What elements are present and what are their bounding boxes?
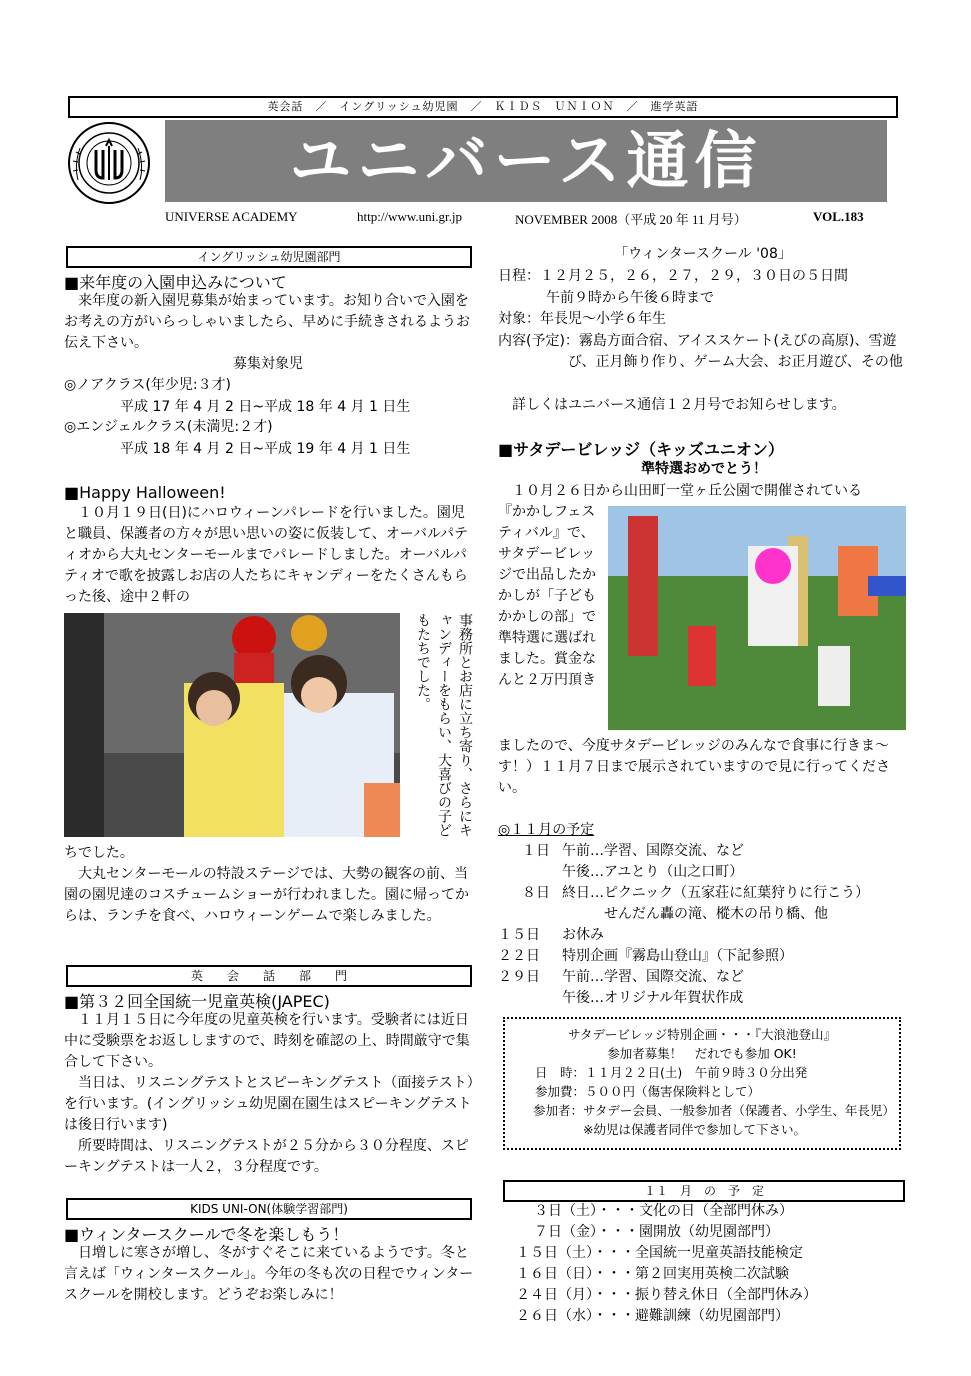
section-label-english-conversation: 英 会 話 部 門 [66,965,472,987]
event-title: サタデービレッジ特別企画・・・『大浪池登山』 [567,1027,836,1042]
nov-plan-list [498,841,910,1009]
plan-row: 午後…オリジナル年賀状作成 [562,990,744,1006]
ws-title: 「ウィンタースクール '08」 [614,246,792,262]
schedule-row: ２６日（水）・・・避難訓練（幼児園部門） [516,1308,789,1324]
event-datetime: 日 時：１１月２２日(土) 午前９時３０分出発 [535,1065,808,1080]
halloween-body-bottom: 大丸センターモールの特設ステージでは、大勢の観客の前、当園の園児達のコスチュームショーが行われました。園に帰ってからは、ランチを食べ、ハロウィーンゲームで楽しみました。 [64,866,470,924]
saturday-village-body: ましたので、今度サタデービレッジのみんなで食事に行きま～す！）１１月７日まで展示されていますので見に行ってください。 [498,738,890,796]
halloween-vertical-text: 事務所とお店に立ち寄り、さらにキャンディーをもらい、大喜びの子どもたちでした。 [415,613,473,837]
halloween-body-top: １０月１９日(日)にハロウィーンパレードを行いました。園児と職員、保護者の方々が思い思いの姿に仮装して、オーバルパティオから大丸センターモールまでパレードしました。オーバルパティオで歌を披露しお店の人たちにキャンディーをたくさんもらった後、途中２軒の [64,505,469,605]
class-angel: ◎エンジェルクラス(未満児:２才) [64,419,273,435]
plan-row: ２２日 特別企画『霧島山登山』（下記参照） [498,948,793,964]
masthead-info [165,209,895,228]
nov-plan-title: ◎１１月の予定 [498,822,595,838]
schedule-row: １５日（土）・・・全国統一児童英語技能検定 [516,1245,803,1261]
saturday-village-sub: 準特選おめでとう！ [641,461,767,477]
issue-date: NOVEMBER 2008（平成 20 年 11 月号） [515,212,747,227]
class-noah: ◎ノアクラス(年少児:３才) [64,377,232,393]
schedule-row: １６日（日）・・・第２回実用英検二次試験 [516,1266,789,1282]
recruit-label: 募集対象児 [233,356,303,372]
event-recruit: 参加者募集！ だれでも参加 OK! [607,1046,797,1061]
event-fee: 参加費：５００円（傷害保険料として） [535,1084,761,1099]
section-label-kids-union: KIDS UNI-ON(体験学習部門) [66,1198,472,1220]
halloween-body-continue: ちでした。 [64,845,134,861]
masthead-title: ユニバース通信 [289,124,763,197]
plan-row: せんだん轟の滝、樅木の吊り橋、他 [562,906,828,922]
plan-row: ２９日 午前…学習、国際交流、など [498,969,744,985]
ws-time: 午前９時から午後６時まで [546,290,714,306]
schedule-row: ７日（金）・・・園開放（幼児園部門） [534,1224,779,1240]
japec-body-2: 当日は、リスニングテストとスピーキングテスト（面接テスト）を行います。(イングリッシュ幼児園在園生はスピーキングテストは後日行います) [64,1075,474,1133]
ws-target: 対象：年長児～小学６年生 [498,311,666,327]
mountain-event-box [503,1017,901,1150]
event-participants: 参加者：サタデー会員、一般参加者（保護者、小学生、年長児） ※幼児は保護者同伴で参加して下さい。 [533,1103,902,1137]
class-noah-dates: 平成 17 年 4 月 2 日~平成 18 年 4 月 1 日生 [120,399,411,415]
masthead-banner [165,120,887,202]
halloween-heading: ■Happy Halloween! [64,483,226,502]
japec-heading: ■第３２回全国統一児童英検(JAPEC) [64,992,330,1011]
plan-row: ８日 終日…ピクニック（五家荘に紅葉狩りに行こう） [522,885,870,901]
org-name: UNIVERSE ACADEMY [165,209,298,224]
logo-emblem-icon [66,120,152,206]
nov-schedule-label: １１ 月 の 予 定 [503,1180,905,1202]
saturday-village-intro: １０月２６日から山田町一堂ヶ丘公園で開催されている [498,483,862,499]
saturday-village-heading: ■サタデービレッジ（キッズユニオン） [498,440,784,459]
volume-number: VOL.183 [813,209,864,224]
header-top-bar: 英会話 ／ イングリッシュ幼児園 ／ ＫＩＤＳ ＵＮＩＯＮ ／ 進学英語 [68,96,898,118]
saturday-village-side-text: 『かかしフェスティバル』で、サタデービレッジで出品したかかしが「子どもかかしの部」で準特選に選ばれました。賞金なんと２万円頂き [498,504,596,688]
nov-schedule-list [516,1201,908,1327]
plan-row: １５日 お休み [498,927,604,943]
schedule-row: ２４日（月）・・・振り替え休日（全部門休み） [516,1287,817,1303]
admission-body: 来年度の新入園児募集が始まっています。お知り合いで入園をお考えの方がいらっしゃいましたら、早めに手続きされるようお伝え下さい。 [64,293,470,351]
schedule-row: ３日（土）・・・文化の日（全部門休み） [534,1203,793,1219]
winter-school-heading: ■ウィンタースクールで冬を楽しもう！ [64,1225,349,1244]
winter-school-body: 日増しに寒さが増し、冬がすぐそこに来ているようです。冬と言えば「ウィンタースクール」。今年の冬も次の日程でウィンタースクールを開校します。どうぞお楽しみに！ [64,1245,474,1303]
class-angel-dates: 平成 18 年 4 月 2 日~平成 19 年 4 月 1 日生 [120,441,411,457]
plan-row: １日 午前…学習、国際交流、など [522,843,744,859]
japec-body-1: １１月１５日に今年度の児童英検を行います。受験者には近日中に受験票をお返ししますので、時刻を確認の上、時間厳守で集合して下さい。 [64,1012,470,1070]
japec-body-3: 所要時間は、リスニングテストが２５分から３０分程度、スピーキングテストは一人２，３分程度です。 [64,1138,469,1175]
section-label-english-kindergarten: イングリッシュ幼児園部門 [66,246,472,268]
admission-heading: ■来年度の入園申込みについて [64,273,287,292]
ws-content: 内容(予定)：霧島方面合宿、アイススケート(えびの高原)、雪遊び、正月飾り作り、ゲーム大会、お正月遊び、その他 [498,333,903,370]
ws-more: 詳しくはユニバース通信１２月号でお知らせします。 [498,397,846,413]
ws-date: 日程：１２月２５，２６，２７，２９，３０日の５日間 [498,268,848,284]
halloween-photo [64,613,400,837]
scarecrow-photo [608,506,906,730]
website-link[interactable]: http://www.uni.gr.jp [357,209,462,224]
plan-row: 午後…アユとり（山之口町） [562,864,744,880]
